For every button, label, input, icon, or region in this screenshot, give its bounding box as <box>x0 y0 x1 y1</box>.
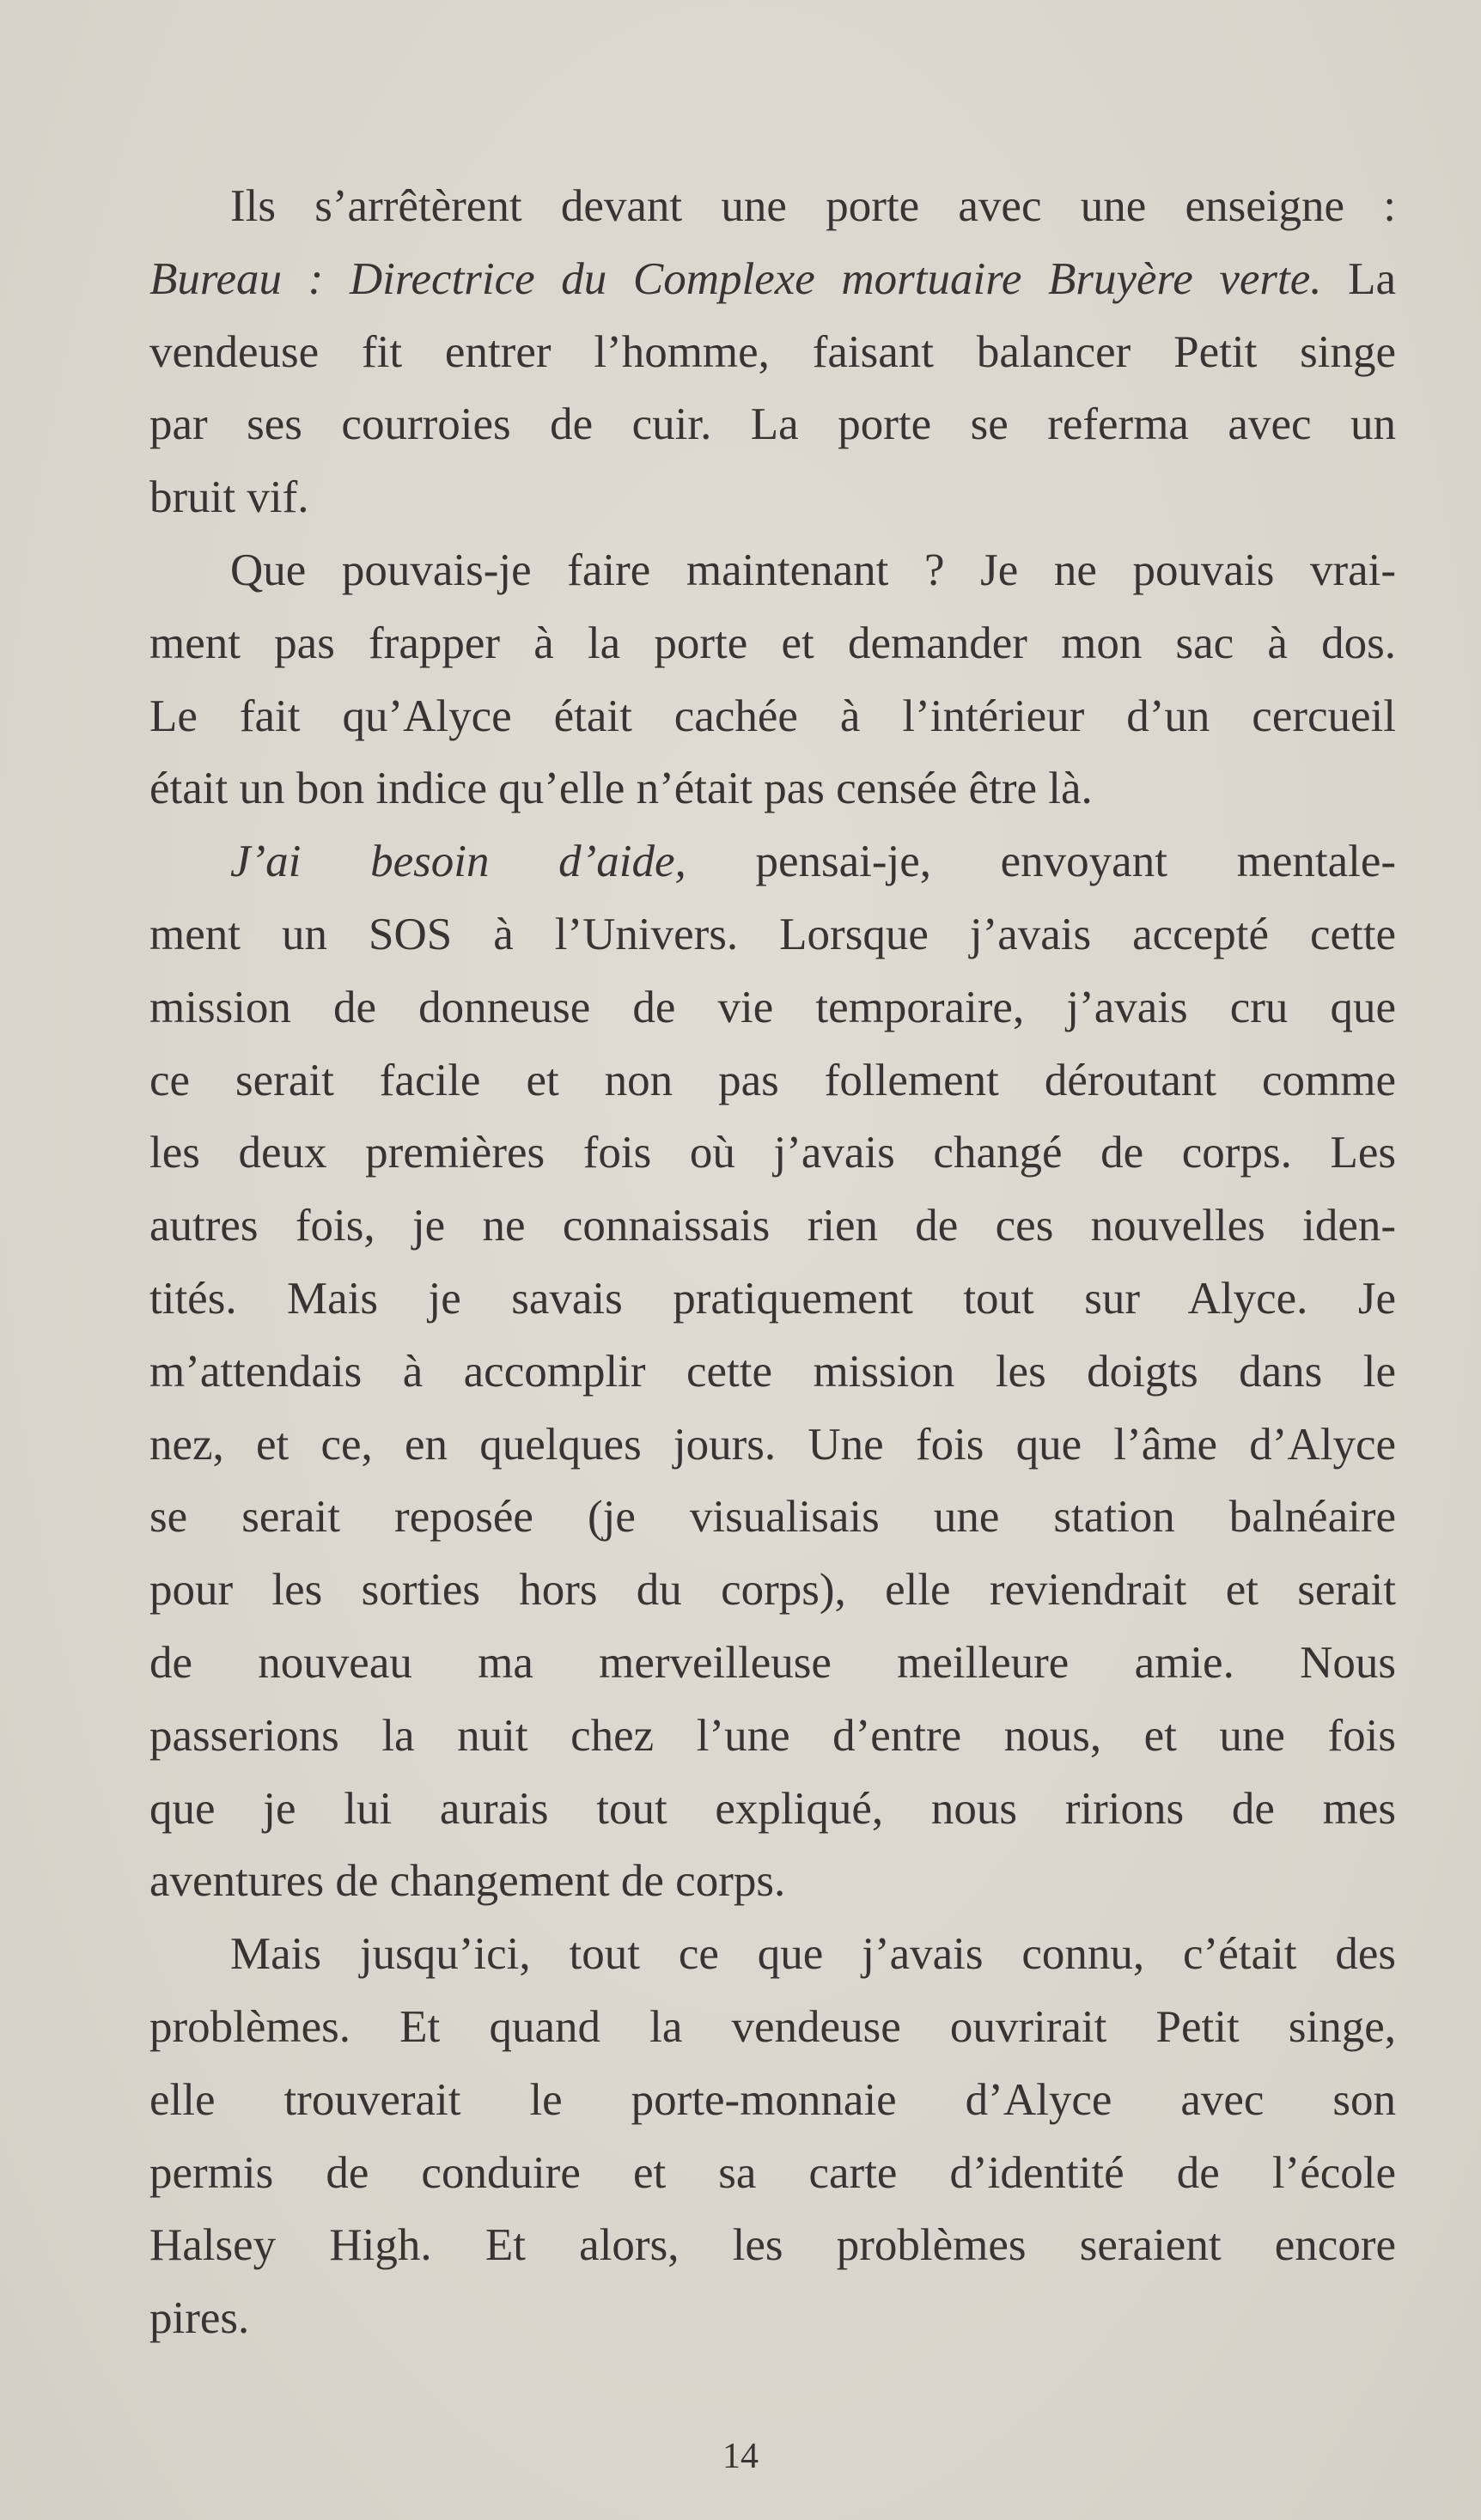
roman-text: Ils s’arrêtèrent devant une porte avec une enseigne : <box>230 181 1396 231</box>
text-line <box>149 1044 1396 1117</box>
text-line <box>149 1627 1396 1700</box>
text-line <box>149 1991 1396 2064</box>
roman-text: tités. Mais je savais pratiquement tout sur Alyce. Je <box>149 1273 1396 1324</box>
page-number: 14 <box>722 2437 759 2476</box>
text-line <box>149 388 1396 461</box>
roman-text: m’attendais à accomplir cette mission les doigts dans le <box>149 1346 1396 1397</box>
roman-text: pour les sorties hors du corps), elle reviendrait et serait <box>149 1565 1396 1616</box>
text-line <box>149 825 1396 898</box>
body-text <box>149 170 1396 2355</box>
roman-text: Le fait qu’Alyce était cachée à l’intérieur d’un cercueil <box>149 691 1396 741</box>
text-line <box>149 1773 1396 1846</box>
text-line <box>149 2064 1396 2137</box>
text-line <box>149 170 1396 243</box>
paragraph <box>149 534 1396 825</box>
paragraph <box>149 170 1396 534</box>
roman-text: elle trouverait le porte-monnaie d’Alyce avec son <box>149 2074 1396 2125</box>
roman-text: par ses courroies de cuir. La porte se referma avec un <box>149 399 1396 450</box>
paragraph <box>149 825 1396 1918</box>
roman-text: Que pouvais-je faire maintenant ? Je ne pouvais vrai- <box>230 545 1396 595</box>
text-line <box>149 680 1396 753</box>
text-line <box>149 607 1396 680</box>
text-line <box>149 1845 1396 1918</box>
text-line <box>149 316 1396 389</box>
roman-text: autres fois, je ne connaissais rien de ces nouvelles iden- <box>149 1201 1396 1251</box>
text-line <box>149 2209 1396 2282</box>
text-line <box>149 1117 1396 1190</box>
roman-text: problèmes. Et quand la vendeuse ouvrirait Petit singe, <box>149 2001 1396 2052</box>
roman-text: les deux premières fois où j’avais changé de corps. Les <box>149 1128 1396 1178</box>
paragraph <box>149 1918 1396 2355</box>
text-line <box>149 1918 1396 1991</box>
text-line <box>149 1336 1396 1409</box>
text-line <box>149 2282 1396 2355</box>
roman-text: passerions la nuit chez l’une d’entre nous, et une fois <box>149 1710 1396 1761</box>
roman-text: pires. <box>149 2293 250 2344</box>
roman-text: Halsey High. Et alors, les problèmes seraient encore <box>149 2220 1396 2271</box>
roman-text: ment un SOS à l’Univers. Lorsque j’avais accepté cette <box>149 909 1396 959</box>
roman-text: La <box>1321 253 1396 304</box>
text-line <box>149 534 1396 607</box>
roman-text: ment pas frapper à la porte et demander mon sac à dos. <box>149 618 1396 668</box>
text-line <box>149 752 1396 825</box>
text-line <box>149 898 1396 971</box>
roman-text: que je lui aurais tout expliqué, nous ririons de mes <box>149 1783 1396 1834</box>
roman-text: de nouveau ma merveilleuse meilleure amie. Nous <box>149 1637 1396 1688</box>
roman-text: Mais jusqu’ici, tout ce que j’avais connu, c’était des <box>230 1929 1396 1980</box>
text-line <box>149 461 1396 534</box>
roman-text: vendeuse fit entrer l’homme, faisant balancer Petit singe <box>149 326 1396 377</box>
roman-text: pensai-je, envoyant mentale- <box>686 837 1396 887</box>
text-line <box>149 1190 1396 1263</box>
text-line <box>149 1263 1396 1336</box>
italic-text: J’ai besoin d’aide, <box>230 837 686 887</box>
text-line <box>149 1554 1396 1627</box>
text-line <box>149 1481 1396 1554</box>
roman-text: permis de conduire et sa carte d’identité de l’école <box>149 2147 1396 2198</box>
roman-text: nez, et ce, en quelques jours. Une fois que l’âme d’Alyce <box>149 1419 1396 1470</box>
italic-text: Bureau : Directrice du Complexe mortuaire Bruyère verte. <box>149 253 1322 304</box>
roman-text: se serait reposée (je visualisais une station balnéaire <box>149 1492 1396 1543</box>
roman-text: ce serait facile et non pas follement déroutant comme <box>149 1055 1396 1105</box>
roman-text: bruit vif. <box>149 472 309 523</box>
roman-text: mission de donneuse de vie temporaire, j’avais cru que <box>149 982 1396 1032</box>
roman-text: aventures de changement de corps. <box>149 1856 786 1907</box>
text-line <box>149 1409 1396 1482</box>
text-line <box>149 1700 1396 1773</box>
roman-text: était un bon indice qu’elle n’était pas censée être là. <box>149 764 1093 814</box>
text-line <box>149 2137 1396 2210</box>
text-line <box>149 971 1396 1044</box>
text-line <box>149 243 1396 316</box>
